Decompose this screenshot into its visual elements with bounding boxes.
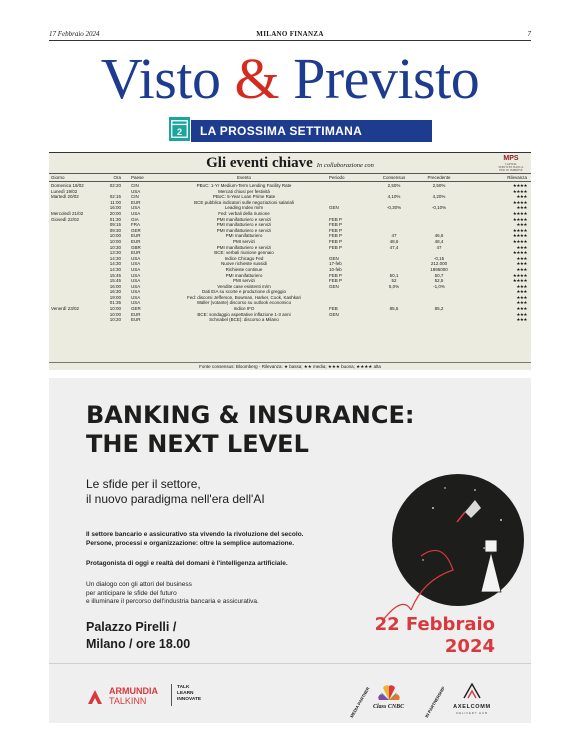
event-time: 01:30 xyxy=(109,216,121,222)
col-header-day: Giorno xyxy=(51,175,65,180)
event-name: Fed: discorsi Jefferson, Bowman, Harker, Cook, Kashkari xyxy=(187,294,301,300)
event-relevance: ★★★★ xyxy=(512,238,527,244)
event-country: USA xyxy=(131,266,141,272)
events-rows xyxy=(49,183,531,323)
event-country: GER xyxy=(131,227,141,233)
event-previous: 4,20% xyxy=(432,194,446,200)
event-time: 02:15 xyxy=(109,194,121,200)
event-name: Mercati chiusi per festività xyxy=(218,188,270,194)
axelcomm-logo-icon xyxy=(463,683,481,699)
event-time: 10:00 xyxy=(109,311,121,317)
event-relevance: ★★★★ xyxy=(512,210,527,216)
event-relevance: ★★★ xyxy=(516,255,527,261)
event-time: 10:00 xyxy=(109,306,121,312)
event-name: PMI servizi xyxy=(232,238,255,244)
event-time: 14:30 xyxy=(109,261,121,267)
event-period: FEB P xyxy=(329,278,343,284)
event-previous: 1895000 xyxy=(430,266,448,272)
event-country: USA xyxy=(131,289,141,295)
event-previous: 2,50% xyxy=(432,183,446,188)
event-day: Giovedì 22/02 xyxy=(51,216,80,222)
ad-headline-line-1: BANKING & INSURANCE: xyxy=(86,401,415,429)
event-country: USA xyxy=(131,283,141,289)
masthead xyxy=(49,46,531,111)
event-time: 10:30 xyxy=(109,244,121,250)
slogan-line-1: TALK xyxy=(177,685,190,690)
event-country: EUR xyxy=(131,311,141,317)
event-period: FEB P xyxy=(329,272,343,278)
event-previous: -0,10% xyxy=(431,205,447,211)
publication-name: MILANO FINANZA xyxy=(256,30,324,38)
event-day: Martedì 20/02 xyxy=(51,194,79,200)
night-circle xyxy=(392,474,524,606)
event-name: Indice Chicago Fed xyxy=(224,255,264,261)
event-period: FEB P xyxy=(329,222,343,228)
event-name: Nuove richieste sussidi xyxy=(220,261,268,267)
organizer-slogan xyxy=(177,685,201,703)
sponsor-name: MPS xyxy=(503,155,519,162)
media-partner-label: MEDIA PARTNER xyxy=(349,686,371,719)
event-day: Lunedì 19/02 xyxy=(51,188,78,194)
event-consensus: 2,50% xyxy=(387,183,401,188)
event-relevance: ★★★ xyxy=(516,300,527,306)
event-name: PMI servizi xyxy=(232,278,255,284)
brand-separator xyxy=(171,684,172,706)
key-events-table xyxy=(49,152,531,370)
ad-headline xyxy=(86,401,414,459)
ad-venue-line-1: Palazzo Pirelli / xyxy=(86,620,177,634)
event-name: BCE: sondaggio aspettative inflazione 1-3 anni xyxy=(197,311,291,317)
event-country: USA xyxy=(131,272,141,278)
event-country: USA xyxy=(131,278,141,284)
event-time: 10:20 xyxy=(109,317,121,323)
event-previous: -1,0% xyxy=(433,283,445,289)
col-header-country: Paese xyxy=(131,175,144,180)
event-consensus: 85,5 xyxy=(389,306,399,312)
event-period: FEB P xyxy=(329,227,343,233)
ad-copy-dialogue-line-3: e illuminare il percorso dell'industria bancaria e assicurativa. xyxy=(86,598,259,605)
ad-copy-intro-line-2: Persone, processi e organizzazione: oltre la semplice automazione. xyxy=(86,539,295,547)
ad-event-date xyxy=(375,614,495,658)
ad-copy-ai: Protagonista di oggi e realtà del domani è l'intelligenza artificiale. xyxy=(86,560,288,567)
event-period: FEB P xyxy=(329,233,343,239)
event-name: Schnabel (BCE): discorso a Milano xyxy=(209,317,279,323)
event-name: PMI manifatturiero e servizi xyxy=(216,216,272,222)
ad-copy-dialogue-line-1: Un dialogo con gli attori del business xyxy=(86,581,192,588)
event-relevance: ★★★★ xyxy=(512,278,527,284)
event-relevance: ★★★★ xyxy=(512,233,527,239)
event-day: Domenica 18/02 xyxy=(51,183,84,188)
event-name: Waller (votante) discorso su outlook economico xyxy=(196,300,292,306)
event-previous: 212.000 xyxy=(430,261,448,267)
event-relevance: ★★★★ xyxy=(512,216,527,222)
event-name: Indice IFO xyxy=(233,306,255,312)
event-previous: 85,2 xyxy=(434,306,444,312)
event-time: 10:00 xyxy=(109,238,121,244)
col-header-consensus: Consensus xyxy=(382,175,406,180)
event-name: Richieste continue xyxy=(225,266,263,272)
event-consensus: 47 xyxy=(391,233,397,239)
armundia-logo-icon xyxy=(86,688,104,706)
event-country: USA xyxy=(131,255,141,261)
event-time: 11:00 xyxy=(110,199,121,205)
ad-copy-intro xyxy=(86,531,303,548)
col-header-period: Periodo xyxy=(329,175,345,180)
events-footnote: Fonte consensus: Bloomberg - Rilevanza: ★ bassa; ★★ media; ★★★ buona; ★★★★ alta xyxy=(49,362,531,370)
event-name: PMI manifatturiero e servizi xyxy=(216,244,272,250)
col-header-event: Evento xyxy=(236,175,251,180)
sponsor-logo xyxy=(498,155,524,171)
event-time: 20:00 xyxy=(109,210,121,216)
sponsor-tagline: CAPITAL SERVICES BANCA PER LE IMPRESE xyxy=(498,162,524,172)
events-subtitle: In collaborazione con xyxy=(316,162,374,169)
partner-tagline: DELIVERY HUB xyxy=(456,711,488,715)
event-country: USA xyxy=(131,294,141,300)
event-period: 10-feb xyxy=(329,266,342,272)
event-time: 14:30 xyxy=(109,266,121,272)
event-consensus: 5,0% xyxy=(388,283,400,289)
event-name: PMI manifatturiero e servizi xyxy=(216,227,272,233)
event-day: Mercoledì 21/02 xyxy=(51,210,84,216)
ad-venue xyxy=(86,619,190,653)
slogan-line-2: LEARN xyxy=(177,691,194,696)
organizer-name: ARMUNDIA xyxy=(109,686,158,696)
slogan-line-3: INNOVATE xyxy=(177,697,202,702)
events-header-row xyxy=(49,173,531,182)
event-relevance: ★★★ xyxy=(516,283,527,289)
ad-venue-line-2: Milano / ore 18.00 xyxy=(86,637,191,651)
event-country: EUR xyxy=(131,233,141,239)
event-time: 09:30 xyxy=(109,227,121,233)
event-country: GBR xyxy=(131,244,141,250)
event-name: Fed: verbali della riunione xyxy=(218,210,270,216)
event-country: EUR xyxy=(131,199,141,205)
lighthouse-illustration xyxy=(363,460,531,620)
event-time: 15:45 xyxy=(109,272,121,278)
partner-logo xyxy=(450,683,494,715)
event-period: FEB xyxy=(329,306,338,312)
event-period: GEN xyxy=(329,255,339,261)
section-label: LA PROSSIMA SETTIMANA xyxy=(200,124,363,138)
event-consensus: 50,1 xyxy=(389,272,399,278)
event-consensus: 48,6 xyxy=(389,238,399,244)
event-relevance: ★★★ xyxy=(516,205,527,211)
event-period: GEN xyxy=(329,311,339,317)
ad-divider xyxy=(49,663,531,664)
masthead-word-1: Visto xyxy=(100,46,221,111)
event-previous: 47 xyxy=(436,244,442,250)
event-time: 16:00 xyxy=(109,205,121,211)
event-time: 09:15 xyxy=(109,222,121,228)
event-relevance: ★★★★ xyxy=(512,199,527,205)
event-country: USA xyxy=(131,188,141,194)
ad-event-date-year: 2024 xyxy=(444,636,495,657)
event-previous: 52,5 xyxy=(434,278,444,284)
section-calendar-icon xyxy=(168,116,191,142)
partner-name: AXELCOMM xyxy=(453,704,491,710)
masthead-ampersand: & xyxy=(234,46,280,111)
ad-headline-line-2: THE NEXT LEVEL xyxy=(86,430,309,458)
event-relevance: ★★★ xyxy=(516,317,527,323)
organizer-subbrand: TALKINN xyxy=(109,696,147,706)
event-relevance: ★★★ xyxy=(516,194,527,200)
event-time: 01:35 xyxy=(109,300,121,306)
organizer-brand xyxy=(109,686,158,706)
event-country: USA xyxy=(131,210,141,216)
event-previous: 48,4 xyxy=(434,238,444,244)
events-title-block xyxy=(49,154,531,172)
event-period: FEB P xyxy=(329,238,343,244)
event-country: USA xyxy=(131,205,141,211)
ad-subheadline-line-2: il nuovo paradigma nell'era dell'AI xyxy=(86,492,265,506)
event-relevance: ★★★ xyxy=(516,294,527,300)
event-time: 16:00 xyxy=(109,283,121,289)
event-consensus: 52 xyxy=(391,278,397,284)
event-name: PBoC: 1-Yr Medium-Term Lending Facility Rate xyxy=(196,183,292,188)
event-previous: 46,6 xyxy=(434,233,444,239)
ad-copy-intro-line-1: Il settore bancario e assicurativo sta vivendo la rivoluzione del secolo. xyxy=(86,531,304,538)
event-time: 10:00 xyxy=(109,233,121,239)
event-consensus: 47,4 xyxy=(389,244,399,250)
event-period: FEB P xyxy=(329,244,343,250)
masthead-word-2: Previsto xyxy=(293,46,480,111)
page-number: 7 xyxy=(527,30,531,38)
event-country: EUR xyxy=(131,250,141,256)
event-country: GER xyxy=(131,306,141,312)
event-relevance: ★★★★ xyxy=(512,250,527,256)
event-country: EUR xyxy=(131,317,141,323)
event-relevance: ★★★★ xyxy=(512,272,527,278)
ad-copy-dialogue xyxy=(86,581,259,607)
event-country: USA xyxy=(131,300,141,306)
event-country: CIN xyxy=(131,183,139,188)
event-name: Dati EIA su scorte e produzione di greggio xyxy=(201,289,287,295)
issue-date: 17 Febbraio 2024 xyxy=(49,30,100,38)
event-period: GEN xyxy=(329,283,339,289)
event-period: FEB P xyxy=(329,216,343,222)
event-relevance: ★★★★ xyxy=(512,188,527,194)
event-day: Venerdì 23/02 xyxy=(51,306,80,312)
media-partner-name: Class CNBC xyxy=(373,704,405,710)
event-name: PMI manifatturiero xyxy=(225,233,263,239)
header-rule xyxy=(49,40,531,41)
event-period: 17-feb xyxy=(329,261,342,267)
event-relevance: ★★★ xyxy=(516,222,527,228)
event-name: BCE: verbali riunione gennaio xyxy=(214,250,274,256)
event-time: 13:30 xyxy=(109,250,121,256)
ad-event-date-day: 22 Febbraio xyxy=(374,614,495,635)
col-header-previous: Precedente xyxy=(427,175,451,180)
event-advertisement xyxy=(49,378,531,723)
event-relevance: ★★★ xyxy=(516,261,527,267)
event-relevance: ★★★ xyxy=(516,244,527,250)
event-period: GEN xyxy=(329,205,339,211)
event-relevance: ★★★ xyxy=(516,266,527,272)
event-country: EUR xyxy=(131,238,141,244)
event-time: 16:30 xyxy=(109,289,121,295)
event-relevance: ★★★ xyxy=(516,306,527,312)
lighthouse-lantern xyxy=(485,540,497,552)
col-header-time: Ora xyxy=(113,175,121,180)
event-time: 02:20 xyxy=(109,183,121,188)
event-previous: -0,15 xyxy=(433,255,445,261)
event-consensus: -0,30% xyxy=(386,205,402,211)
event-time: 14:30 xyxy=(109,255,121,261)
ad-subheadline xyxy=(86,477,265,507)
events-title: Gli eventi chiave xyxy=(206,155,313,171)
event-relevance: ★★★ xyxy=(516,311,527,317)
event-country: CIN xyxy=(131,194,139,200)
event-name: PMI manifatturiero e servizi xyxy=(216,222,272,228)
event-consensus: 4,10% xyxy=(387,194,401,200)
event-previous: 50,7 xyxy=(434,272,444,278)
event-name: Leading Index m/m xyxy=(224,205,264,211)
ad-subheadline-line-1: Le sfide per il settore, xyxy=(86,477,201,491)
event-name: Vendite case esistenti m/m xyxy=(217,283,271,289)
event-relevance: ★★★★ xyxy=(512,227,527,233)
event-row xyxy=(49,317,531,323)
event-country: GIA xyxy=(131,216,139,222)
event-name: PMI manifatturiero xyxy=(225,272,263,278)
event-time: 19:00 xyxy=(109,294,121,300)
event-name: PBoC: 5-Year Loan Prime Rate xyxy=(212,194,276,200)
event-country: FRA xyxy=(131,222,140,228)
event-time: 15:45 xyxy=(109,278,121,284)
event-relevance: ★★★★ xyxy=(512,183,527,188)
section-icon-number: 2 xyxy=(176,126,183,137)
ad-copy-dialogue-line-2: per anticipare le sfide del futuro xyxy=(86,589,177,597)
event-relevance: ★★★ xyxy=(516,289,527,295)
event-country: USA xyxy=(131,261,141,267)
partnership-label: IN PARTNERSHIP xyxy=(424,685,446,719)
col-header-relevance: Rilevanza xyxy=(507,175,527,180)
event-name: BCE pubblica indicatori sulle negoziazioni salariali xyxy=(194,199,294,205)
